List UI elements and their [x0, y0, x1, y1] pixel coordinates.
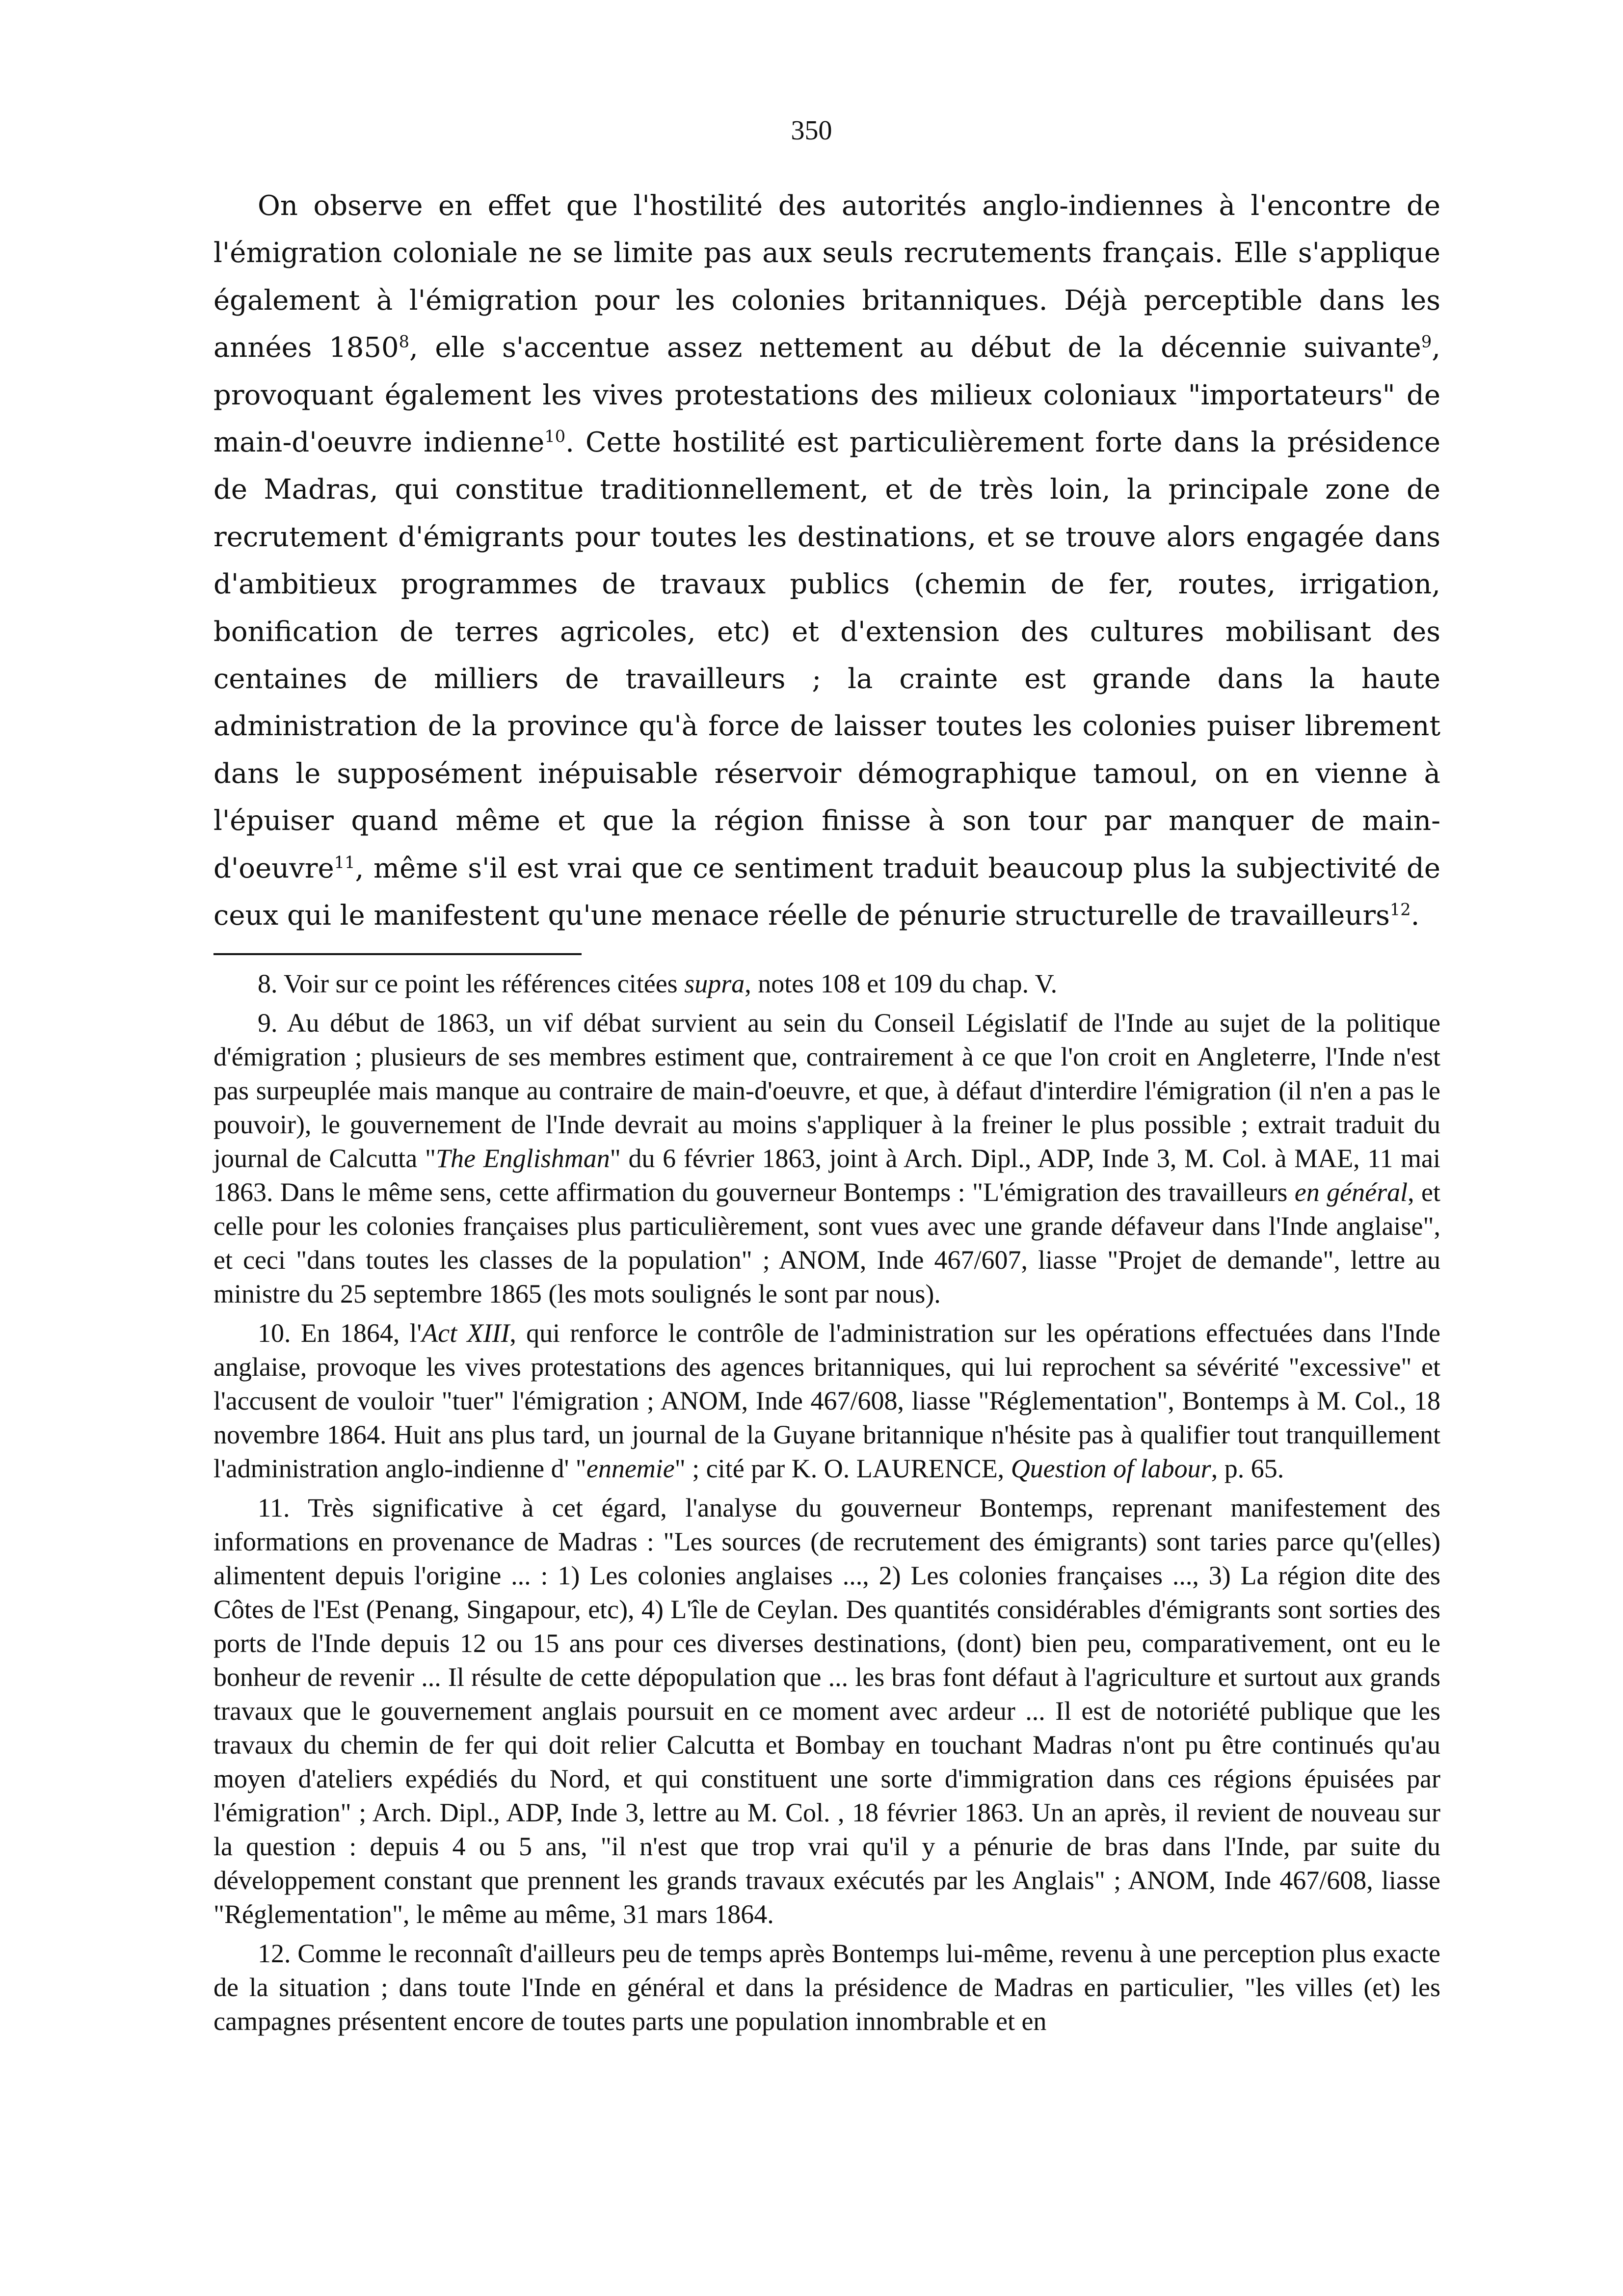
footnote-ref: 10 [544, 427, 566, 446]
footnote-separator [213, 953, 582, 955]
footnote-11 [213, 1491, 1440, 1931]
italic-text: Act XIII [422, 1318, 510, 1348]
text-run: 12. Comme le reconnaît d'ailleurs peu de temps après Bontemps lui-même, revenu à une perception plus exacte de la situation ; dans toute l'Inde en général et dans la présidence de Madras en particulier, "les villes (et) les campagnes présentent encore de toutes parts une population innombrable et en [213, 1939, 1440, 2036]
text-run: , p. 65. [1211, 1454, 1284, 1483]
text-run: 10. En 1864, l' [258, 1318, 422, 1348]
text-run: , elle s'accentue assez nettement au début de la décennie suivante [409, 332, 1421, 364]
text-run: , qui renforce le contrôle de l'administration sur les opérations effectuées dans l'Inde anglaise, provoque les vives protestations des agences britanniques, qui lui reprochent sa sévérité "excessive" et l'accusent de vouloir "tuer" l'émigration ; ANOM, Inde 467/608, liasse "Réglementation", Bontemps à M. Col., 18 novembre 1864. Huit ans plus tard, un journal de la Guyane britannique n'hésite pas à qualifier tout tranquillement l'administration anglo-indienne d' " [213, 1318, 1441, 1483]
text-run: 11. Très significative à cet égard, l'analyse du gouverneur Bontemps, reprenant manifestement des informations en provenance de Madras : "Les sources (de recrutement des émigrants) sont taries parce qu'(elles) alimentent depuis l'origine ... : 1) Les colonies anglaises ..., 2) Les colonies françaises ..., 3) La région dite des Côtes de l'Est (Penang, Singapour, etc), 4) L'île de Ceylan. Des quantités considérables d'émigrants sont sorties des ports de l'Inde depuis 12 ou 15 ans pour ces diverses destinations, (dont) bien peu, comparativement, ont eu le bonheur de revenir ... Il résulte de cette dépopulation que ... les bras font défaut à l'agriculture et surtout aux grands travaux que le gouvernement anglais poursuit en ce moment avec ardeur ... Il est de notoriété publique que les travaux du chemin de fer qui doit relier Calcutta et Bombay en touchant Madras n'ont pu être continués qu'au moyen d'ateliers expédiés du Nord, et qui constituent une sorte d'immigration dans ces régions épuisées par l'émigration" ; Arch. Dipl., ADP, Inde 3, lettre au M. Col. , 18 février 1863. Un an après, il revient de nouveau sur la question : depuis 4 ou 5 ans, "il n'est que trop vrai qu'il y a pénurie de bras dans l'Inde, par suite du développement constant que prennent les grands travaux exécutés par les Anglais" ; ANOM, Inde 467/608, liasse "Réglementation", le même au même, 31 mars 1864. [213, 1493, 1440, 1929]
italic-text: ennemie [586, 1454, 675, 1483]
footnote-ref: 9 [1421, 332, 1432, 351]
italic-text: The Englishman [436, 1144, 610, 1173]
italic-text: Question of labour [1011, 1454, 1211, 1483]
text-run: , et celle pour les colonies françaises plus particulièrement, sont vues avec une grande défaveur dans l'Inde anglaise", et ceci "dans toutes les classes de la population" ; ANOM, Inde 467/607, liasse "Projet de demande", lettre au ministre du 25 septembre 1865 (les mots soulignés le sont par nous). [213, 1177, 1440, 1308]
footnote-9 [213, 1006, 1440, 1311]
text-run: On observe en effet que l'hostilité des autorités anglo-indiennes à l'encontre de l'émigration coloniale ne se limite pas aux seuls recrutements français. Elle s'applique également à l'émigration pour les colonies britanniques. Déjà perceptible dans les années 1850 [213, 190, 1440, 364]
text-run: . Cette hostilité est particulièrement forte dans la présidence de Madras, qui constitue traditionnellement, et de très loin, la principale zone de recrutement d'émigrants pour toutes les destinations, et se trouve alors engagée dans d'ambitieux programmes de travaux publics (chemin de fer, routes, irrigation, bonification de terres agricoles, etc) et d'extension des cultures mobilisant des centaines de milliers de travailleurs ; la crainte est grande dans la haute administration de la province qu'à force de laisser toutes les colonies puiser librement dans le supposément inépuisable réservoir démographique tamoul, on en vienne à l'épuiser quand même et que la région finisse à son tour par manquer de main-d'oeuvre [213, 427, 1441, 884]
text-run: " du 6 février 1863, joint à Arch. Dipl., ADP, Inde 3, M. Col. à MAE, 11 mai 1863. Dans le même sens, cette affirmation du gouverneur Bontemps : "L'émigration des travailleurs [213, 1144, 1440, 1207]
text-run: , notes 108 et 109 du chap. V. [745, 969, 1058, 998]
text-run: , même s'il est vrai que ce sentiment traduit beaucoup plus la subjectivité de ceux qui le manifestent qu'une menace réelle de pénurie structurelle de travailleurs [213, 852, 1440, 932]
italic-text: supra [684, 969, 745, 998]
page-number: 350 [791, 115, 832, 146]
main-paragraph [213, 183, 1440, 940]
footnote-ref: 12 [1389, 900, 1411, 919]
footnote-12 [213, 1937, 1440, 2038]
text-run: 9. Au début de 1863, un vif débat survient au sein du Conseil Législatif de l'Inde au sujet de la politique d'émigration ; plusieurs de ses membres estiment que, contrairement à ce que l'on croit en Angleterre, l'Inde n'est pas surpeuplée mais manque au contraire de main-d'oeuvre, et que, à défaut d'interdire l'émigration (il n'en a pas le pouvoir), le gouvernement de l'Inde devrait au moins s'appliquer à la freiner le plus possible ; extrait traduit du journal de Calcutta " [213, 1008, 1440, 1173]
text-run: . [1410, 900, 1420, 932]
footnote-ref: 8 [399, 332, 410, 351]
footnote-10 [213, 1316, 1440, 1486]
text-run: " ; cité par K. O. LAURENCE, [674, 1454, 1011, 1483]
italic-text: en général [1294, 1177, 1408, 1207]
text-run: , provoquant également les vives protestations des milieux coloniaux "importateurs" de main-d'oeuvre indienne [213, 332, 1440, 459]
text-run: 8. Voir sur ce point les références citées [258, 969, 685, 998]
footnotes [213, 967, 1440, 2044]
footnote-8 [213, 967, 1440, 1001]
footnote-ref: 11 [334, 853, 355, 872]
